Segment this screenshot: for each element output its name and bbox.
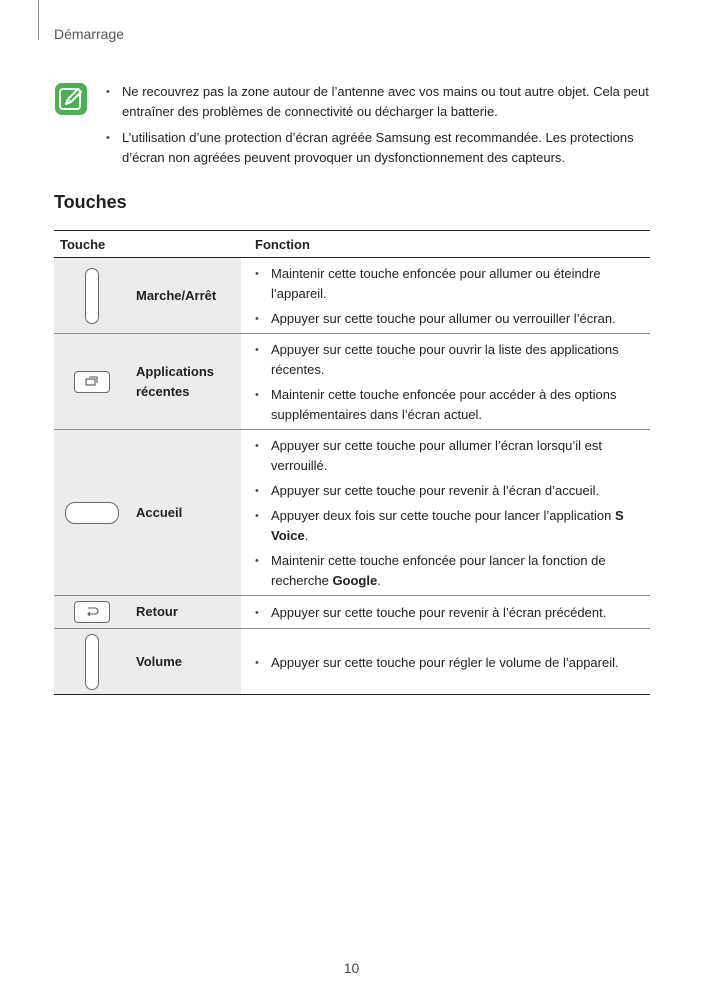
keys-table	[54, 230, 650, 695]
function-item: • Appuyer sur cette touche pour allumer l’écran lorsqu’il est verrouillé.	[255, 436, 640, 476]
function-list	[255, 436, 640, 591]
table-row	[54, 258, 650, 334]
key-name: Volume	[130, 629, 241, 695]
function-item: • Maintenir cette touche enfoncée pour accéder à des options supplémentaires dans l’écran actuel.	[255, 385, 640, 425]
recent-apps-key-icon	[74, 371, 110, 393]
function-list	[255, 653, 640, 673]
table-row	[54, 430, 650, 596]
header-key: Touche	[54, 231, 241, 258]
section-title: Touches	[54, 192, 127, 212]
app-name: S Voice	[271, 508, 624, 543]
header-rule	[38, 0, 39, 40]
note-list	[100, 82, 650, 174]
function-item: • Appuyer deux fois sur cette touche pour lancer l’application S Voice.	[255, 506, 640, 546]
function-list	[255, 603, 640, 623]
function-item: • Maintenir cette touche enfoncée pour lancer la fonction de recherche Google.	[255, 551, 640, 591]
header-function: Fonction	[241, 231, 650, 258]
function-item: • Appuyer sur cette touche pour allumer ou verrouiller l’écran.	[255, 309, 640, 329]
table-row	[54, 334, 650, 430]
key-name: Marche/Arrêt	[130, 258, 241, 334]
table-row	[54, 596, 650, 629]
table-row	[54, 629, 650, 695]
note-pencil-icon	[54, 82, 88, 116]
back-key-icon	[74, 601, 110, 623]
app-name: Google	[332, 573, 378, 588]
note-item: • Ne recouvrez pas la zone autour de l’antenne avec vos mains ou tout autre objet. Cela peut entraîner des problèmes de connectivité ou décharger la batterie.	[100, 82, 650, 122]
key-name: Accueil	[130, 430, 241, 596]
function-item: • Maintenir cette touche enfoncée pour allumer ou éteindre l’appareil.	[255, 264, 640, 304]
volume-key-icon	[85, 634, 99, 690]
function-list	[255, 264, 640, 329]
home-key-icon	[65, 502, 119, 524]
table-header-row	[54, 231, 650, 258]
function-item: • Appuyer sur cette touche pour régler le volume de l’appareil.	[255, 653, 640, 673]
key-name: Applications récentes	[130, 334, 241, 430]
function-list	[255, 340, 640, 425]
page-number: 10	[343, 960, 360, 976]
power-key-icon	[85, 268, 99, 324]
function-item: • Appuyer sur cette touche pour revenir à l’écran précédent.	[255, 603, 640, 623]
function-item: • Appuyer sur cette touche pour revenir à l’écran d’accueil.	[255, 481, 640, 501]
chapter-title: Démarrage	[54, 26, 125, 42]
function-item: • Appuyer sur cette touche pour ouvrir la liste des applications récentes.	[255, 340, 640, 380]
note-item: • L’utilisation d’une protection d’écran agréée Samsung est recommandée. Les protections d’écran non agréées peuvent provoquer un dysfonctionnement des capteurs.	[100, 128, 650, 168]
key-name: Retour	[130, 596, 241, 629]
